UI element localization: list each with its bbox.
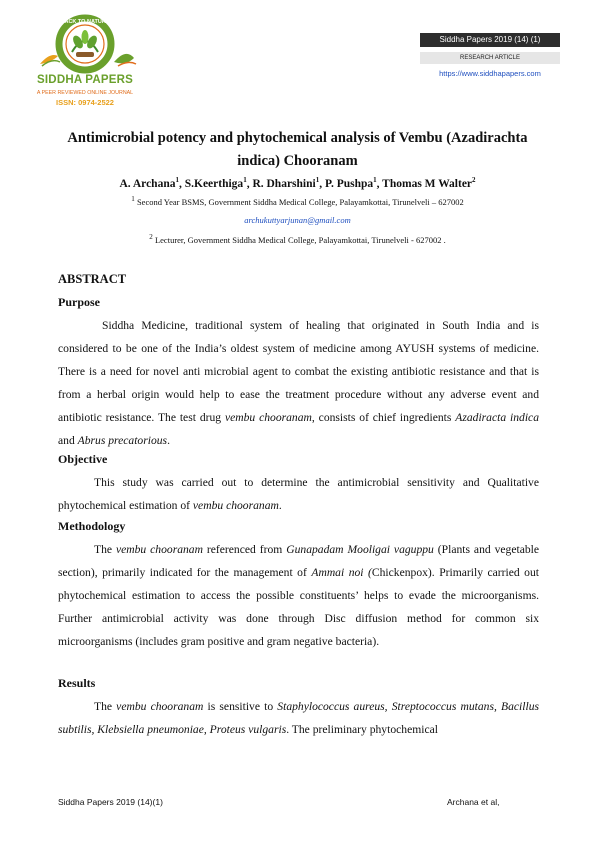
methodology-paragraph: The vembu chooranam referenced from Gunapadam Mooligai vaguppu (Plants and vegetable section), primarily indicated for the management of Ammai noi (Chickenpox). Primarily carried out phytochemical estimation to access the possible constituents’ helps to evade the microorganisms. Further antimicrobial activity was done through Disc diffusion method for common six microorganisms (includes gram positive and gram negative bacteria). <box>58 543 540 648</box>
affiliation-1 <box>0 197 595 207</box>
affiliation-mark: 1 <box>131 195 135 204</box>
author-name: R. Dharshini <box>252 178 316 190</box>
purpose-heading: Purpose <box>58 295 100 309</box>
results-heading: Results <box>58 676 96 690</box>
author-list: A. Archana$^1$, S.Keerthiga$^1$, R. Dharshini$^1$, P. Pushpa$^1$, Thomas M Walter$^2$ <box>119 176 476 190</box>
abstract-heading: ABSTRACT <box>58 272 127 286</box>
siddha-papers-logo <box>30 12 140 112</box>
author-name: P. Pushpa <box>324 178 374 190</box>
logo-subtitle: A PEER REVIEWED ONLINE JOURNAL <box>36 90 134 96</box>
author-affiliation-mark: 1 <box>315 176 320 185</box>
affiliation-2 <box>0 235 595 245</box>
author-affiliation-mark: 2 <box>472 176 476 185</box>
author-affiliation-mark: 1 <box>175 176 179 185</box>
footer-journal: Siddha Papers 2019 (14)(1) <box>58 797 163 807</box>
results-paragraph: The vembu chooranam is sensitive to Staphylococcus aureus, Streptococcus mutans, Bacillus subtilis, Klebsiella pneumoniae, Proteus vulgaris. The preliminary phytochemical <box>58 700 540 736</box>
journal-url-link[interactable]: https://www.siddhapapers.com <box>439 69 541 78</box>
paper-title-line-2: indica) Chooranam <box>237 153 358 169</box>
author-affiliation-mark: 1 <box>373 176 377 185</box>
author-affiliation-mark: 1 <box>243 176 247 185</box>
affiliation-text: Second Year BSMS, Government Siddha Medical College, Palayamkottai, Tirunelveli – 627002 <box>136 197 464 207</box>
corresponding-email-link[interactable]: archukuttyarjunan@gmail.com <box>244 215 351 225</box>
logo-emblem-icon <box>30 12 140 74</box>
article-type-badge: RESEARCH ARTICLE <box>420 52 560 64</box>
author-name: A. Archana <box>119 178 176 190</box>
footer-author: Archana et al, <box>447 797 500 807</box>
affiliation-mark: 2 <box>149 233 153 242</box>
methodology-heading: Methodology <box>58 519 126 533</box>
paper-title-line-1: Antimicrobial potency and phytochemical analysis of Vembu (Azadirachta <box>67 130 528 146</box>
logo-tagline: BACK TO NATURE <box>60 19 110 25</box>
author-name: S.Keerthiga <box>184 178 244 190</box>
logo-journal-name: SIDDHA PAPERS <box>37 74 133 86</box>
logo-issn: ISSN: 0974-2522 <box>56 98 114 107</box>
author-name: Thomas M Walter <box>382 178 473 190</box>
affiliation-text: Lecturer, Government Siddha Medical College, Palayamkottai, Tirunelveli - 627002 . <box>154 235 446 245</box>
journal-issue-badge: Siddha Papers 2019 (14) (1) <box>420 33 560 47</box>
purpose-paragraph: Siddha Medicine, traditional system of healing that originated in South India and is considered to be one of the India’s oldest system of medicine among AYUSH systems of medicine. There is a need for novel anti microbial agent to combat the existing antibiotic resistance and that is from a herbal origin would help to ease the treatment procedure without any adverse event and antibiotic resistance. The test drug vembu chooranam, consists of chief ingredients Azadiracta indica and Abrus precatorious. <box>58 319 540 447</box>
objective-paragraph: This study was carried out to determine the antimicrobial sensitivity and Qualitative phytochemical estimation of vembu chooranam. <box>58 476 539 512</box>
objective-heading: Objective <box>58 452 108 466</box>
